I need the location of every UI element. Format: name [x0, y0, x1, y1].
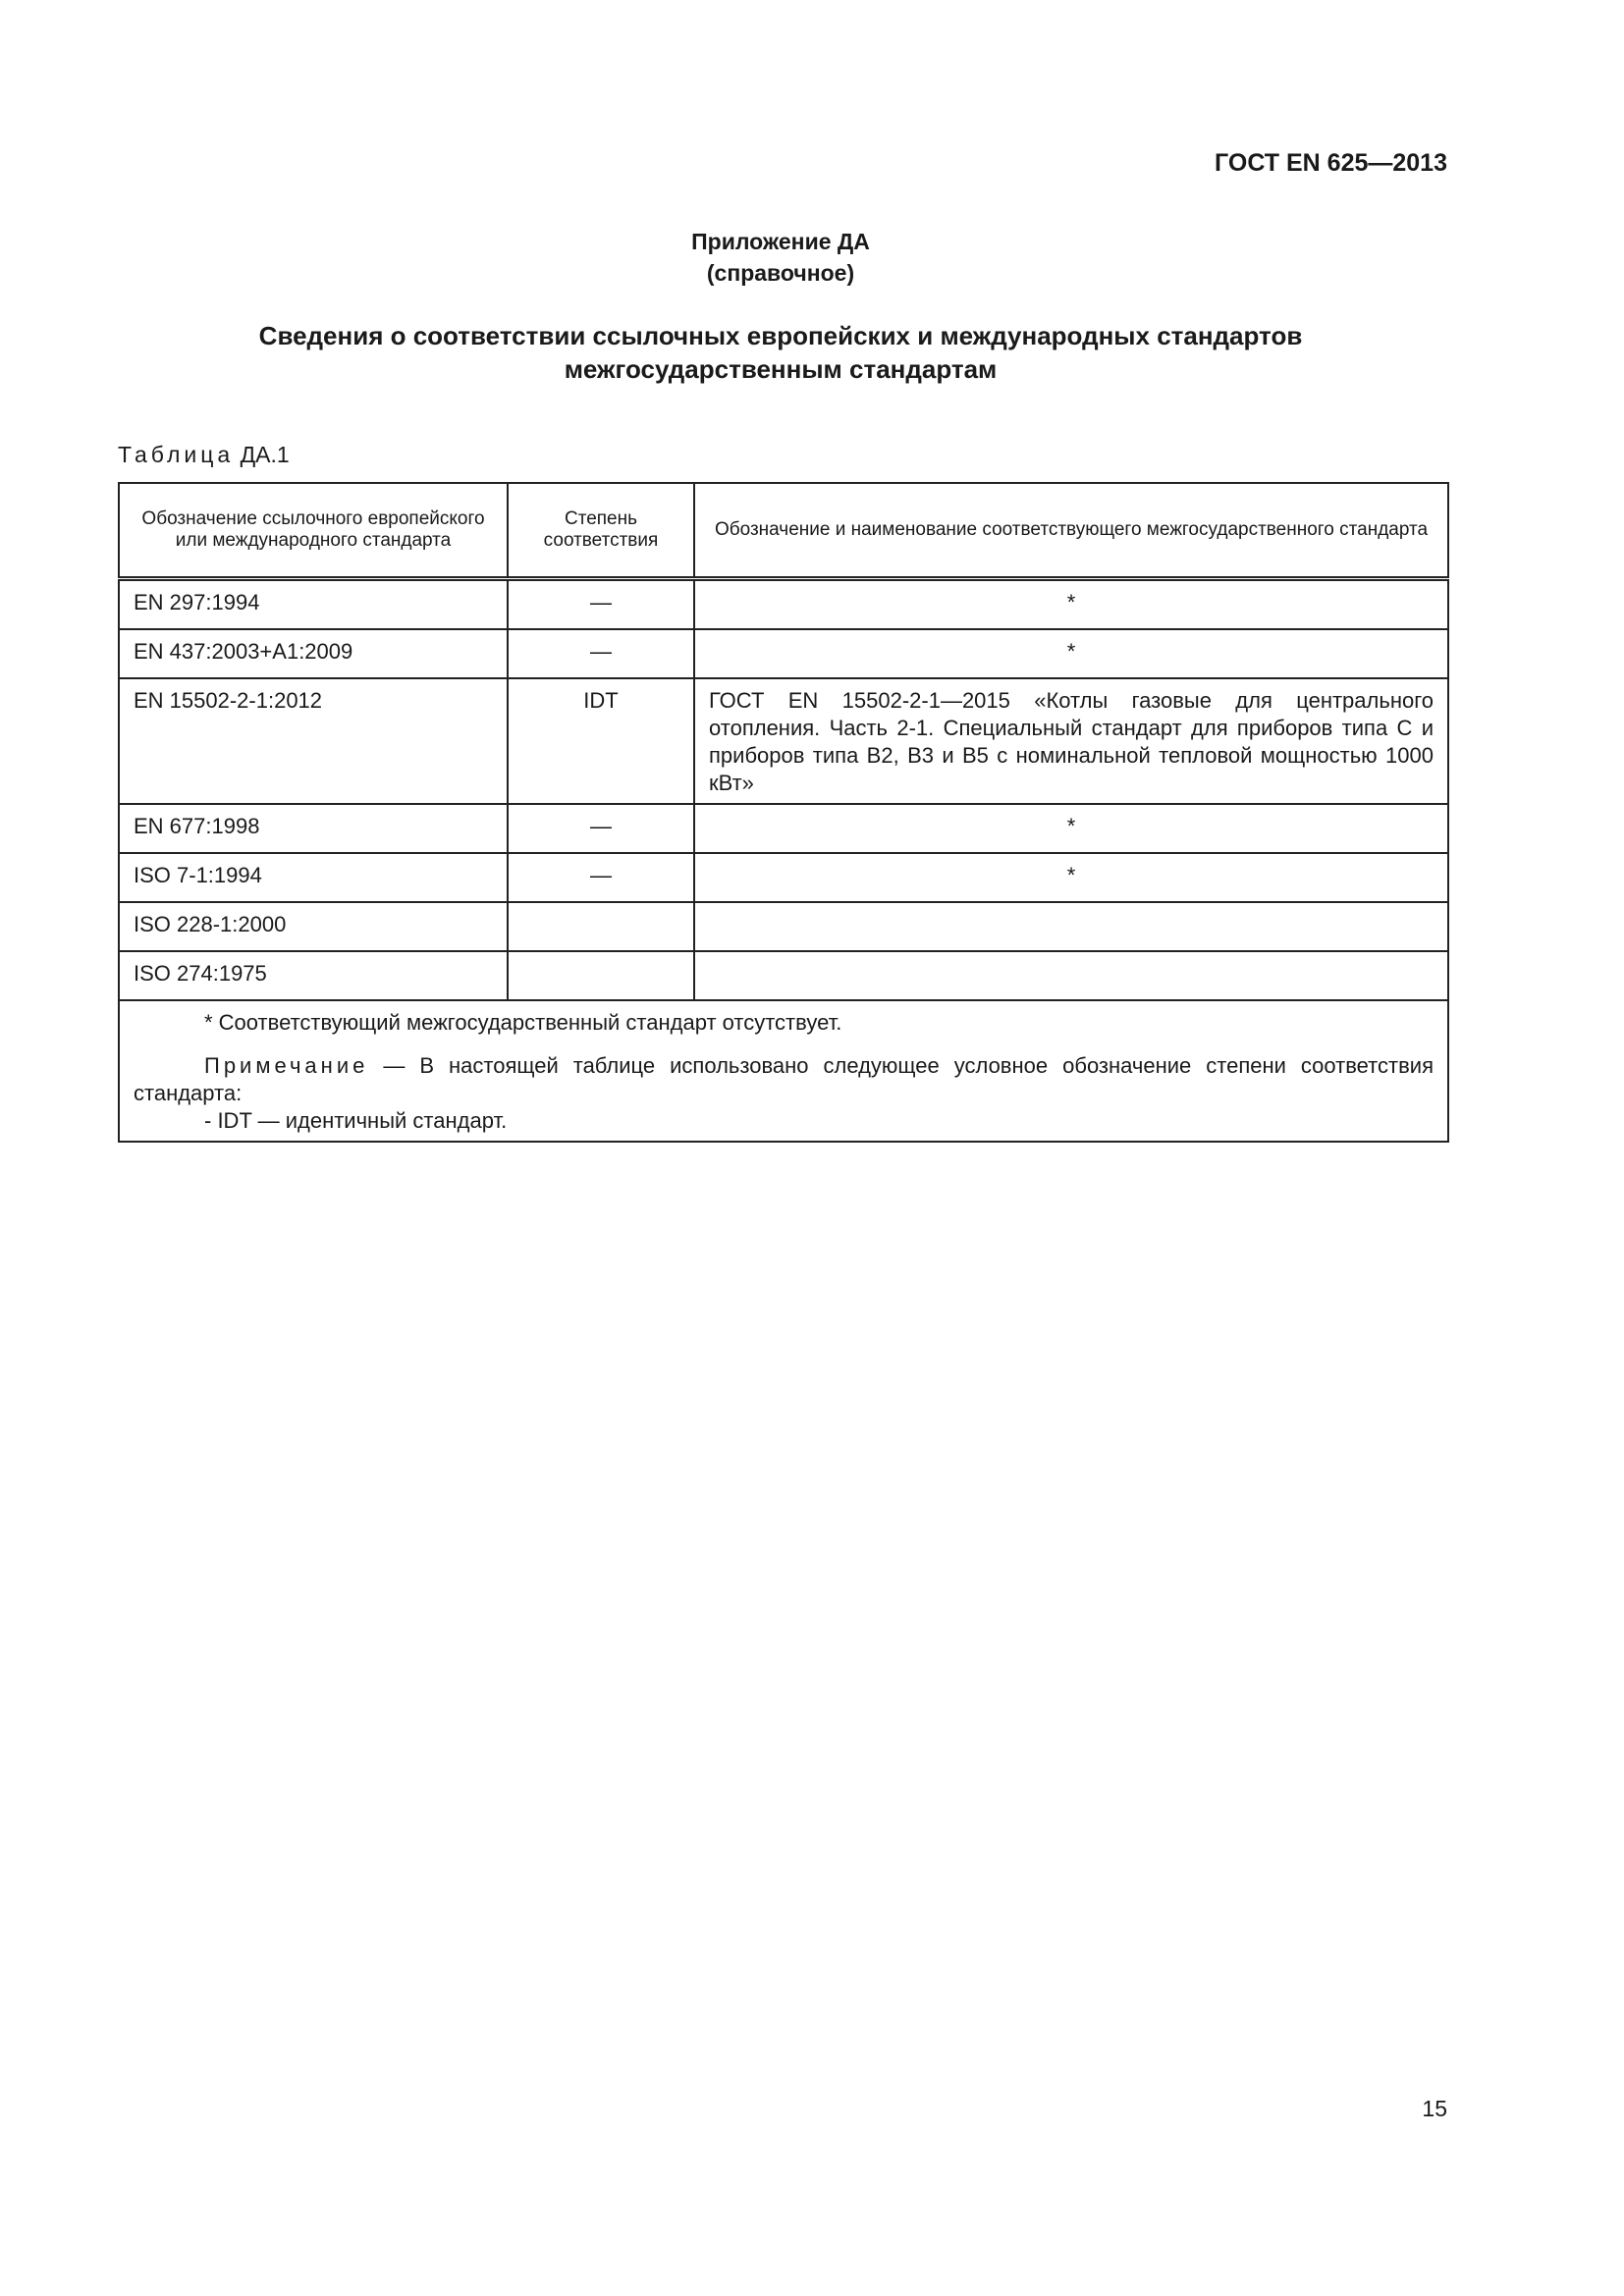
- header-degree: Степень соответствия: [508, 483, 694, 579]
- correspondence-table: [118, 482, 1449, 1143]
- cell-reference: ISO 228-1:2000: [119, 902, 508, 951]
- table-notes-row: [119, 1000, 1448, 1142]
- cell-reference: EN 437:2003+A1:2009: [119, 629, 508, 678]
- cell-interstate: *: [694, 579, 1448, 630]
- document-code: ГОСТ EN 625—2013: [1215, 149, 1447, 177]
- cell-reference: EN 297:1994: [119, 579, 508, 630]
- heading-line-2: межгосударственным стандартам: [564, 354, 998, 384]
- table-row: [119, 951, 1448, 1000]
- cell-degree: —: [508, 579, 694, 630]
- cell-degree: [508, 951, 694, 1000]
- cell-interstate: *: [694, 629, 1448, 678]
- cell-degree: —: [508, 804, 694, 853]
- cell-interstate: [694, 902, 1448, 951]
- note-item: - IDT — идентичный стандарт.: [204, 1108, 508, 1133]
- section-heading: [0, 319, 1561, 386]
- page-number: 15: [1422, 2096, 1447, 2121]
- note-label: Примечание: [204, 1053, 369, 1078]
- table-header-row: [119, 483, 1448, 579]
- cell-interstate: *: [694, 804, 1448, 853]
- cell-interstate: *: [694, 853, 1448, 902]
- cell-degree: [508, 902, 694, 951]
- header-reference-standard: Обозначение ссылочного европейского или международного стандарта: [119, 483, 508, 579]
- table-row: [119, 804, 1448, 853]
- table-row: [119, 678, 1448, 804]
- cell-reference: EN 15502-2-1:2012: [119, 678, 508, 804]
- cell-degree: IDT: [508, 678, 694, 804]
- annex-title: Приложение ДА: [691, 229, 870, 254]
- cell-reference: ISO 7-1:1994: [119, 853, 508, 902]
- cell-reference: EN 677:1998: [119, 804, 508, 853]
- cell-interstate: [694, 951, 1448, 1000]
- table-row: [119, 902, 1448, 951]
- cell-degree: —: [508, 629, 694, 678]
- table-row: [119, 853, 1448, 902]
- table-note: [134, 1052, 1434, 1107]
- table-caption: [118, 442, 290, 468]
- header-interstate-standard: Обозначение и наименование соответствующего межгосударственного стандарта: [694, 483, 1448, 579]
- cell-interstate: ГОСТ EN 15502-2-1—2015 «Котлы газовые для центрального отопления. Часть 2-1. Специальный стандарт для приборов типа C и приборов типа B2, B3 и B5 с номинальной тепловой мощностью 1000 кВт»: [694, 678, 1448, 804]
- heading-line-1: Сведения о соответствии ссылочных европейских и международных стандартов: [258, 321, 1303, 350]
- table-footnote: * Соответствующий межгосударственный стандарт отсутствует.: [204, 1010, 842, 1035]
- table-caption-number: ДА.1: [240, 442, 290, 467]
- cell-degree: —: [508, 853, 694, 902]
- cell-reference: ISO 274:1975: [119, 951, 508, 1000]
- table-notes: [119, 1000, 1448, 1142]
- annex-kind: (справочное): [706, 260, 855, 286]
- table-caption-word: Таблица: [118, 442, 235, 467]
- table-row: [119, 579, 1448, 630]
- table-row: [119, 629, 1448, 678]
- note-text: — В настоящей таблице использовано следующее условное обозначение степени соответствия стандарта:: [134, 1053, 1434, 1105]
